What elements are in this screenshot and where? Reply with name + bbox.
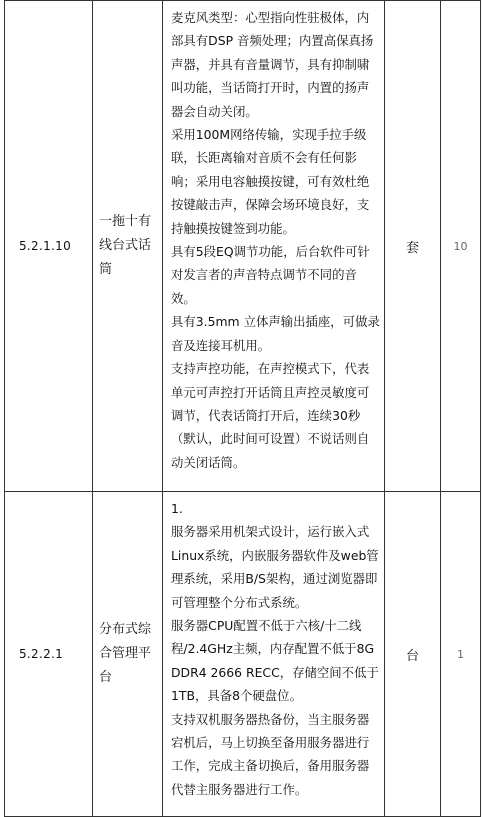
item-description bbox=[163, 492, 385, 817]
table-row bbox=[5, 492, 481, 817]
description-paragraph: 支持双机服务器热备份，当主服务器宕机后，马上切换至备用服务器进行工作，完成主备切换后，备用服务器代替主服务器进行工作。 bbox=[171, 711, 370, 797]
item-description bbox=[163, 1, 385, 492]
description-paragraph: 支持声控功能，在声控模式下，代表单元可声控打开话筒且声控灵敏度可调节，代表话筒打开后，连续30秒（默认，此时间可设置）不说话则自动关闭话筒。 bbox=[171, 361, 370, 470]
description-paragraph: 采用100M网络传输，实现手拉手级联，长距离输对音质不会有任何影响；采用电容触摸按键，可有效杜绝按键敲击声，保障会场环境良好，支持触摸按键签到功能。 bbox=[171, 127, 370, 236]
item-unit: 台 bbox=[385, 492, 441, 817]
item-quantity: 10 bbox=[441, 1, 481, 492]
item-name: 分布式综合管理平台 bbox=[93, 492, 163, 817]
table-row bbox=[5, 1, 481, 492]
item-number: 5.2.2.1 bbox=[5, 492, 93, 817]
item-unit: 套 bbox=[385, 1, 441, 492]
description-paragraph: 麦克风类型：心型指向性驻极体，内部具有DSP 音频处理；内置高保真扬声器，并具有音量调节，具有抑制啸叫功能，当话筒打开时，内置的扬声器会自动关闭。 bbox=[171, 10, 374, 119]
item-name: 一拖十有线台式话筒 bbox=[93, 1, 163, 492]
item-number: 5.2.1.10 bbox=[5, 1, 93, 492]
description-paragraph: 具有3.5mm 立体声输出插座，可做录音及连接耳机用。 bbox=[171, 314, 380, 353]
description-paragraph: 具有5段EQ调节功能，后台软件可针对发言者的声音特点调节不同的音效。 bbox=[171, 244, 370, 306]
spec-table bbox=[4, 0, 481, 817]
description-paragraph: 1. bbox=[171, 501, 183, 516]
description-paragraph: 服务器采用机架式设计，运行嵌入式Linux系统，内嵌服务器软件及web管理系统，采用B/S架构，通过浏览器即可管理整个分布式系统。 bbox=[171, 524, 379, 610]
description-paragraph: 服务器CPU配置不低于六核/十二线程/2.4GHz主频，内存配置不低于8G DDR4 2666 RECC，存储空间不低于1TB，具备8个硬盘位。 bbox=[171, 618, 379, 704]
item-quantity: 1 bbox=[441, 492, 481, 817]
